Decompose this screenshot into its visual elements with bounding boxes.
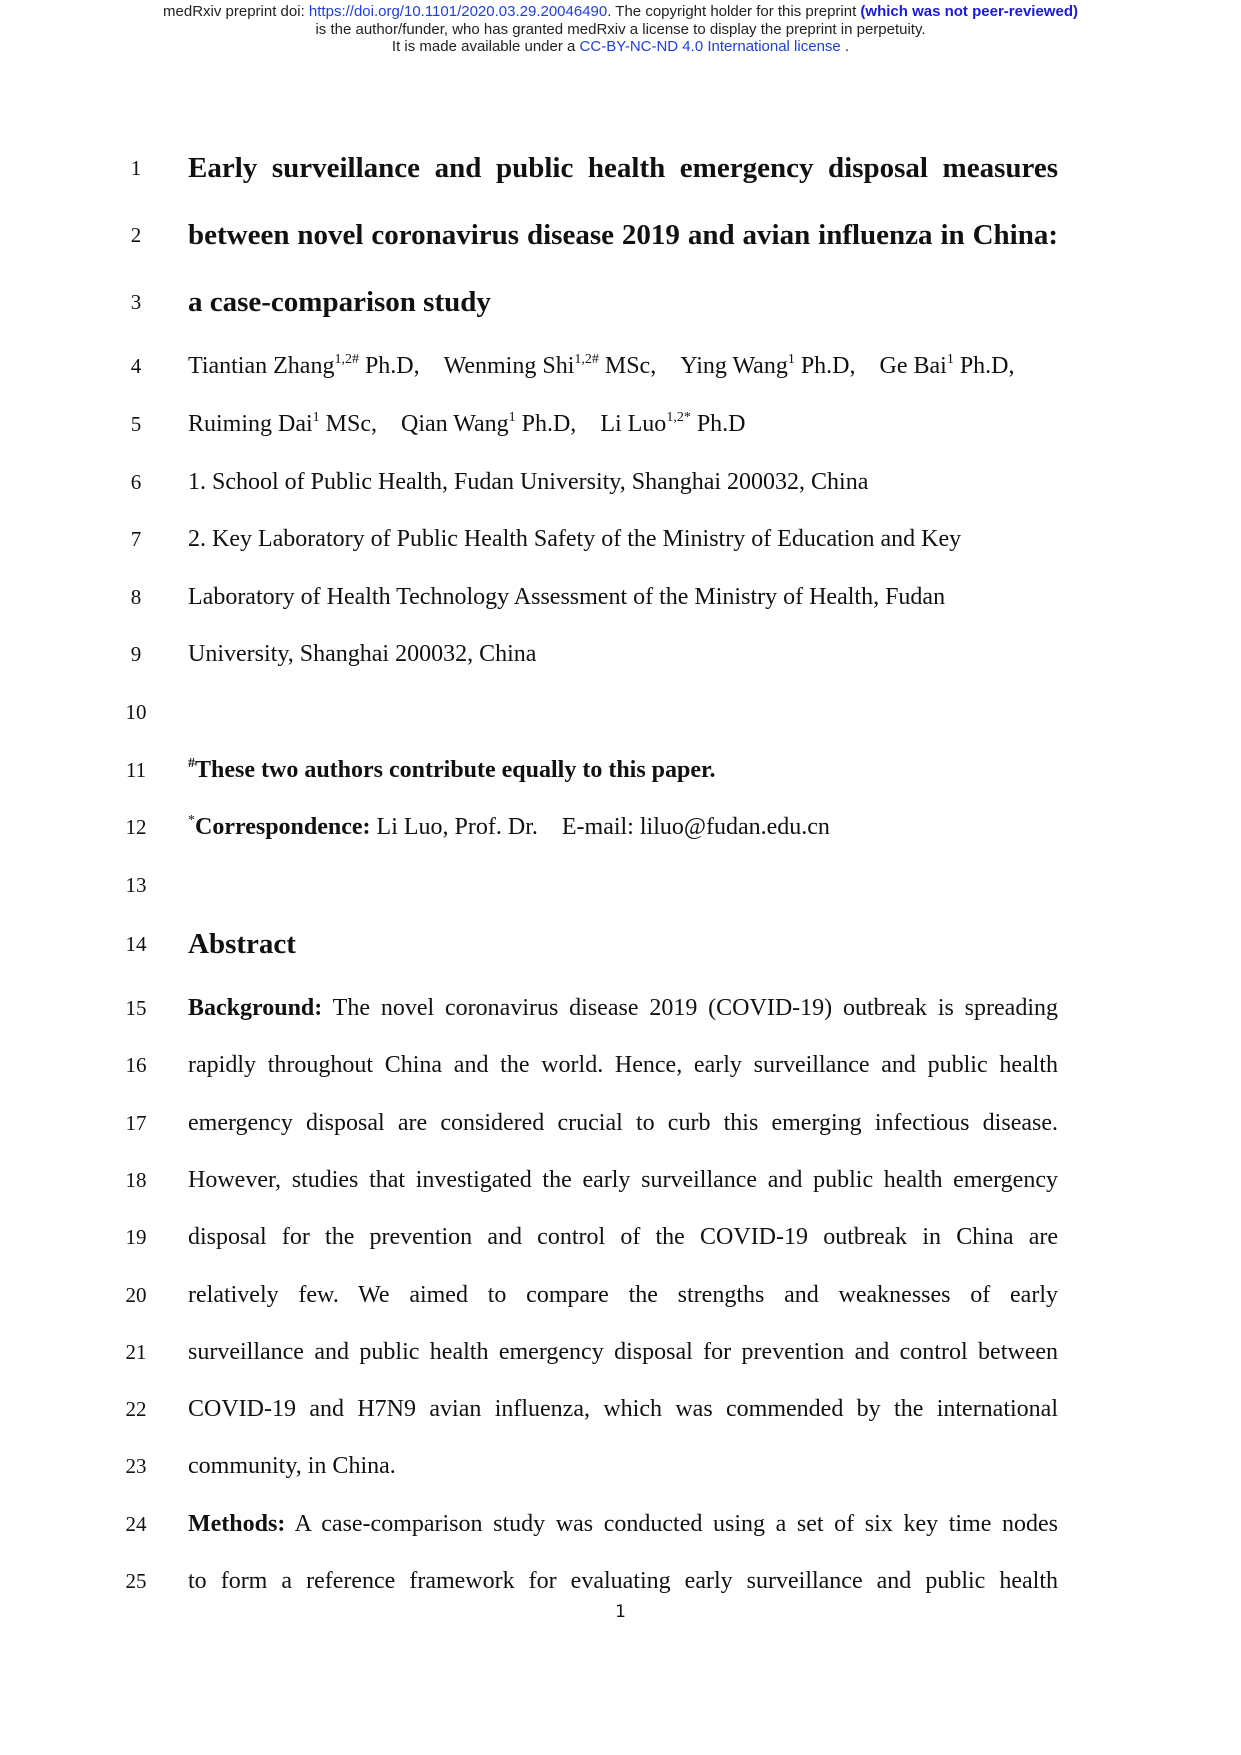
affiliation-2-line-1: 2. Key Laboratory of Public Health Safety of the Ministry of Education and Key bbox=[188, 526, 962, 552]
abstract-line-25: to form a reference framework for evaluating early surveillance and public health bbox=[188, 1568, 1058, 1594]
affiliation-2-line-2: Laboratory of Health Technology Assessment of the Ministry of Health, Fudan bbox=[188, 584, 946, 610]
author-name: Qian Wang bbox=[401, 411, 509, 437]
author-affiliation: 1,2# bbox=[574, 352, 599, 367]
header-line-3 bbox=[0, 38, 1241, 56]
manuscript-line bbox=[0, 1379, 1241, 1439]
author-name: Ruiming Dai bbox=[188, 411, 313, 437]
line-number: 22 bbox=[125, 1397, 147, 1421]
equal-contribution-text: These two authors contribute equally to this paper. bbox=[195, 757, 716, 783]
author-list-line-1 bbox=[188, 336, 1015, 396]
manuscript-line bbox=[0, 138, 1241, 198]
manuscript-line bbox=[0, 1322, 1241, 1382]
header-line-2: is the author/funder, who has granted medRxiv a license to display the preprint in perpetuity. bbox=[315, 20, 926, 38]
license-link[interactable]: CC-BY-NC-ND 4.0 International license bbox=[579, 38, 841, 55]
header-license-prefix: It is made available under a bbox=[391, 38, 580, 55]
line-number: 13 bbox=[125, 873, 147, 897]
author-affiliation: 1,2# bbox=[334, 352, 359, 367]
header-license-suffix: . bbox=[840, 38, 850, 55]
manuscript-line bbox=[0, 205, 1241, 265]
correspondence-email[interactable]: E-mail: liluo@fudan.edu.cn bbox=[561, 814, 830, 840]
manuscript-line bbox=[0, 855, 1241, 915]
line-number: 23 bbox=[125, 1454, 147, 1478]
abstract-line-19: disposal for the prevention and control of the COVID-19 outbreak in China are bbox=[188, 1224, 1058, 1250]
line-number: 25 bbox=[125, 1569, 147, 1593]
manuscript-line bbox=[0, 1207, 1241, 1267]
author-degree: MSc, bbox=[598, 353, 657, 379]
equal-contribution-mark: # bbox=[188, 756, 195, 771]
line-number: 14 bbox=[125, 932, 147, 956]
line-number: 24 bbox=[125, 1512, 147, 1536]
manuscript-line bbox=[0, 978, 1241, 1038]
abstract-line-15 bbox=[188, 978, 1058, 1038]
line-number: 17 bbox=[125, 1111, 147, 1135]
manuscript-line bbox=[0, 624, 1241, 684]
line-number: 11 bbox=[125, 758, 147, 782]
manuscript-line bbox=[0, 797, 1241, 857]
affiliation-2-line-3: University, Shanghai 200032, China bbox=[188, 641, 537, 667]
manuscript-line bbox=[0, 1093, 1241, 1153]
author-name: Ge Bai bbox=[879, 353, 947, 379]
author-affiliation: 1 bbox=[787, 352, 795, 367]
abstract-line-18: However, studies that investigated the early surveillance and public health emergency bbox=[188, 1167, 1058, 1193]
line-number: 10 bbox=[125, 700, 147, 724]
author-affiliation: 1 bbox=[946, 352, 954, 367]
header-line-1 bbox=[0, 3, 1241, 21]
line-number: 12 bbox=[125, 815, 147, 839]
manuscript-line bbox=[0, 1265, 1241, 1325]
line-number: 1 bbox=[130, 156, 142, 180]
author-affiliation: 1,2* bbox=[666, 410, 691, 425]
manuscript-line bbox=[0, 509, 1241, 569]
abstract-line-17: emergency disposal are considered crucial to curb this emerging infectious disease. bbox=[188, 1110, 1058, 1136]
line-number: 8 bbox=[130, 585, 142, 609]
correspondence-label: Correspondence: bbox=[195, 814, 371, 840]
title-line-1: Early surveillance and public health emergency disposal measures bbox=[188, 152, 1058, 184]
header-copyright-text: . The copyright holder for this preprint bbox=[607, 3, 861, 20]
author-list-line-2 bbox=[188, 394, 746, 454]
manuscript-line bbox=[0, 336, 1241, 396]
author-degree: Ph.D bbox=[690, 411, 746, 437]
correspondence-note bbox=[188, 797, 830, 857]
author-degree: Ph.D, bbox=[358, 353, 420, 379]
line-number: 19 bbox=[125, 1225, 147, 1249]
abstract-line-24 bbox=[188, 1494, 1058, 1554]
line-number: 7 bbox=[130, 527, 142, 551]
manuscript-line bbox=[0, 1436, 1241, 1496]
author-degree: Ph.D, bbox=[953, 353, 1015, 379]
abstract-line-20: relatively few. We aimed to compare the strengths and weaknesses of early bbox=[188, 1282, 1058, 1308]
preprint-header bbox=[0, 3, 1241, 56]
author-degree: MSc, bbox=[319, 411, 378, 437]
affiliation-1: 1. School of Public Health, Fudan University, Shanghai 200032, China bbox=[188, 469, 869, 495]
page-number: 1 bbox=[615, 1602, 626, 1622]
line-number: 5 bbox=[130, 412, 142, 436]
title-line-3: a case-comparison study bbox=[188, 286, 491, 318]
author-affiliation: 1 bbox=[508, 410, 516, 425]
line-number: 18 bbox=[125, 1168, 147, 1192]
line-number: 16 bbox=[125, 1053, 147, 1077]
line-number: 21 bbox=[125, 1340, 147, 1364]
line-number: 9 bbox=[130, 642, 142, 666]
abstract-line-22: COVID-19 and H7N9 avian influenza, which was commended by the international bbox=[188, 1396, 1058, 1422]
manuscript-line bbox=[0, 272, 1241, 332]
abstract-text: The novel coronavirus disease 2019 (COVID-19) outbreak is spreading bbox=[322, 995, 1058, 1021]
doi-link[interactable]: https://doi.org/10.1101/2020.03.29.20046490 bbox=[308, 3, 608, 20]
equal-contribution-note bbox=[188, 740, 715, 800]
line-number: 2 bbox=[130, 223, 142, 247]
manuscript-line bbox=[0, 914, 1241, 974]
line-number: 15 bbox=[125, 996, 147, 1020]
abstract-text: A case-comparison study was conducted using a set of six key time nodes bbox=[285, 1511, 1058, 1537]
methods-label: Methods: bbox=[188, 1511, 286, 1537]
manuscript-line bbox=[0, 567, 1241, 627]
title-line-2: between novel coronavirus disease 2019 and avian influenza in China: bbox=[188, 219, 1058, 251]
peer-review-notice: (which was not peer-reviewed) bbox=[860, 3, 1078, 20]
line-number: 4 bbox=[130, 354, 142, 378]
manuscript-line bbox=[0, 1494, 1241, 1554]
manuscript-line bbox=[0, 740, 1241, 800]
background-label: Background: bbox=[188, 995, 323, 1021]
abstract-heading: Abstract bbox=[188, 928, 296, 960]
author-name: Tiantian Zhang bbox=[188, 353, 335, 379]
correspondence-mark: * bbox=[188, 813, 195, 828]
author-name: Wenming Shi bbox=[443, 353, 575, 379]
author-name: Ying Wang bbox=[680, 353, 788, 379]
author-degree: Ph.D, bbox=[515, 411, 577, 437]
abstract-line-16: rapidly throughout China and the world. Hence, early surveillance and public health bbox=[188, 1052, 1058, 1078]
author-affiliation: 1 bbox=[312, 410, 320, 425]
abstract-line-23: community, in China. bbox=[188, 1453, 396, 1479]
manuscript-line bbox=[0, 394, 1241, 454]
manuscript-line bbox=[0, 682, 1241, 742]
author-name: Li Luo bbox=[600, 411, 667, 437]
line-number: 20 bbox=[125, 1283, 147, 1307]
manuscript-line bbox=[0, 1150, 1241, 1210]
manuscript-line bbox=[0, 1035, 1241, 1095]
line-number: 6 bbox=[130, 470, 142, 494]
author-degree: Ph.D, bbox=[794, 353, 856, 379]
correspondence-name: Li Luo, Prof. Dr. bbox=[370, 814, 538, 840]
abstract-line-21: surveillance and public health emergency disposal for prevention and control between bbox=[188, 1339, 1058, 1365]
header-doi-prefix: medRxiv preprint doi: bbox=[163, 3, 309, 20]
manuscript-line bbox=[0, 452, 1241, 512]
line-number: 3 bbox=[130, 290, 142, 314]
